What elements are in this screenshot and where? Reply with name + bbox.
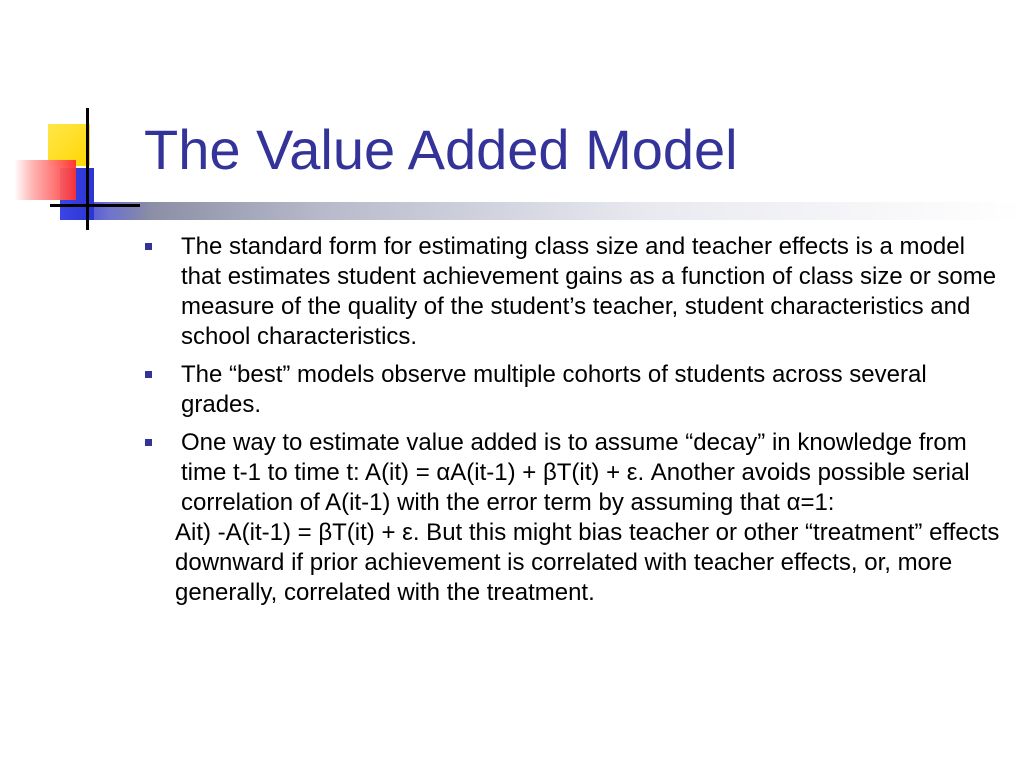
slide-content [145, 232, 1005, 608]
title-underline-bar [90, 202, 1024, 220]
slide-title: The Value Added Model [144, 118, 738, 181]
decor-horizontal-line [50, 204, 140, 207]
bullet-item [145, 232, 1005, 352]
bullet-marker-icon [145, 360, 181, 420]
decor-red-square [14, 160, 76, 200]
bullet-text: One way to estimate value added is to assume “decay” in knowledge from time t-1 to time t: A(it) = αA(it-1) + βT(it) + ε. Another avoids possible serial correlation of A(it-1) with the error term by assuming that α=1: [181, 429, 970, 516]
continuation-paragraph [145, 518, 1005, 608]
bullet-item [145, 428, 1005, 518]
continuation-text: Ait) -A(it-1) = βT(it) + ε. But this might bias teacher or other “treatment” effects downward if prior achievement is correlated with teacher effects, or, more generally, correlated with the treatment. [175, 519, 1000, 606]
bullet-marker-icon [145, 232, 181, 352]
bullet-item [145, 360, 1005, 420]
bullet-marker-icon [145, 428, 181, 518]
bullet-text: The “best” models observe multiple cohorts of students across several grades. [181, 361, 927, 418]
bullet-text: The standard form for estimating class size and teacher effects is a model that estimates student achievement gains as a function of class size or some measure of the quality of the student’s teacher, student characteristics and school characteristics. [181, 233, 997, 350]
decor-vertical-line [86, 108, 89, 230]
